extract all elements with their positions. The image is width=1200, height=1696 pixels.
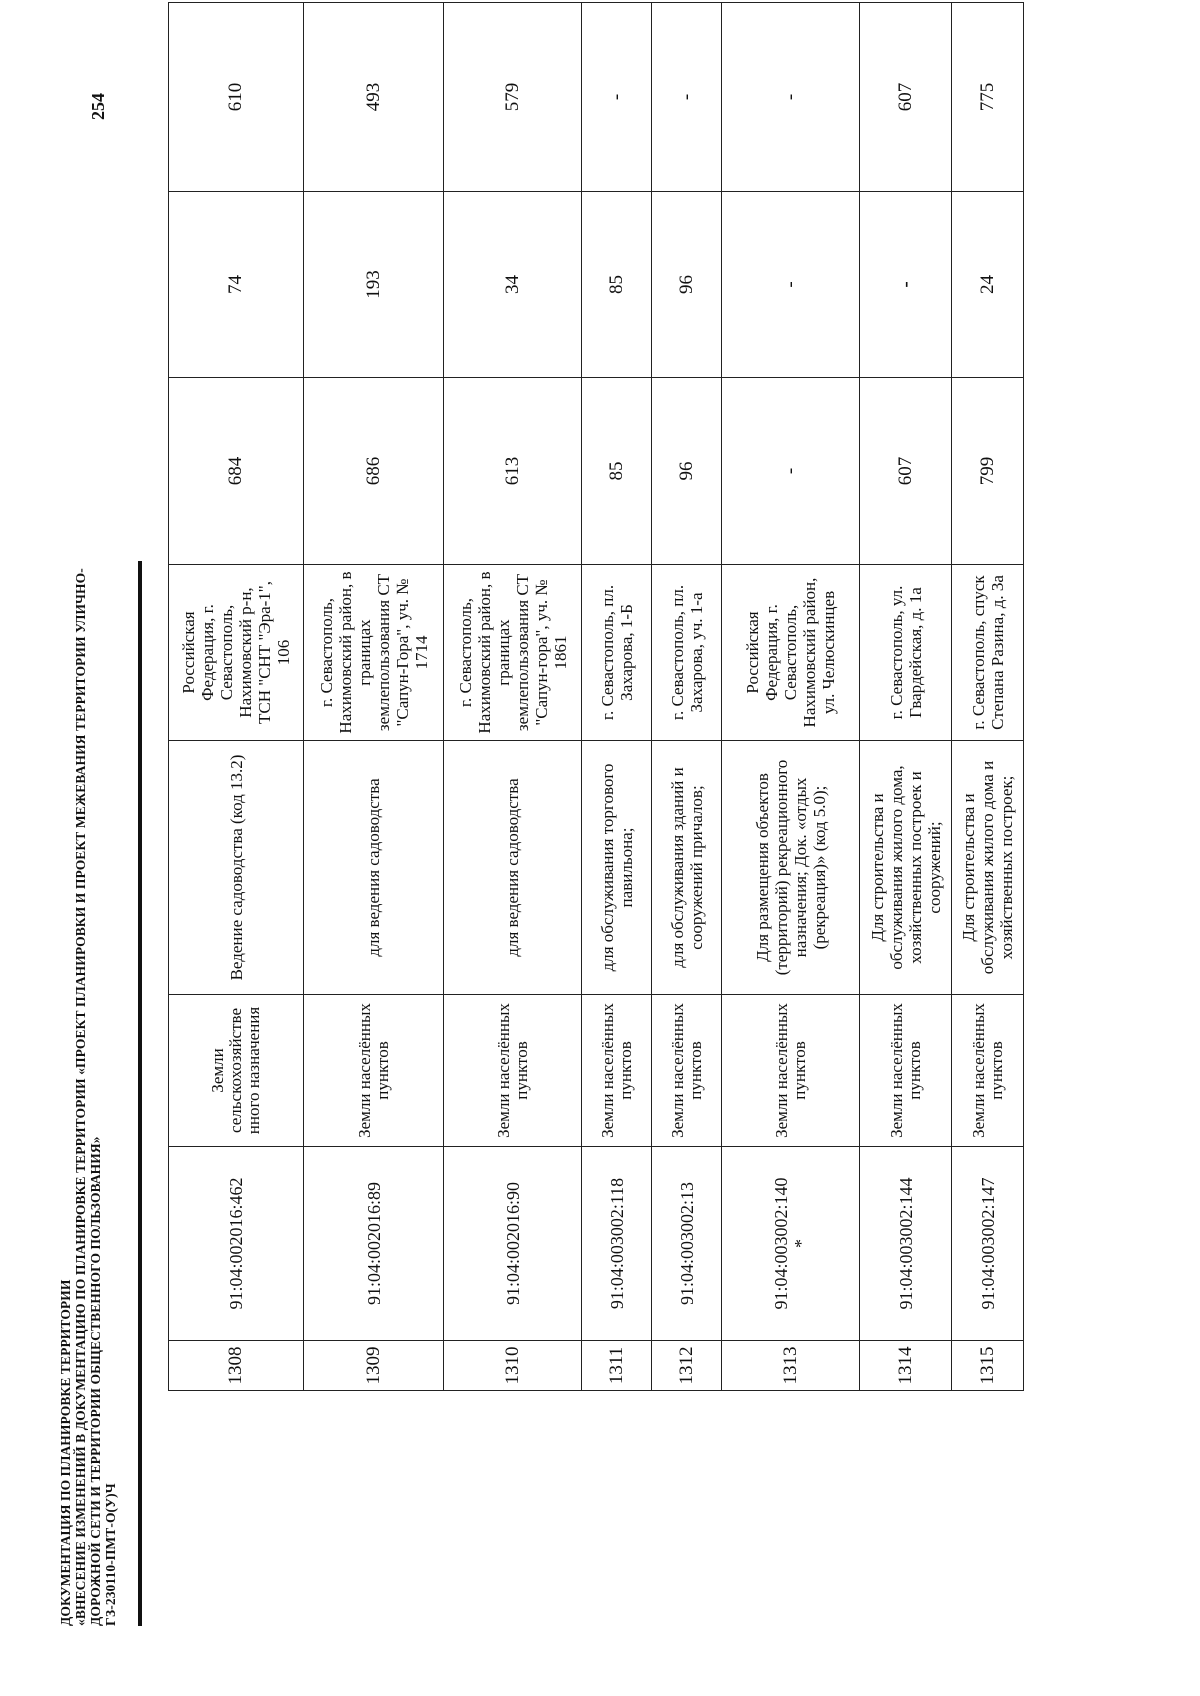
row-number: 1309 (304, 1341, 444, 1391)
address: Российская Федерация, г. Севастополь, Нахимовский район, ул. Челюскинцев (722, 565, 860, 741)
area-value-2: - (722, 192, 860, 378)
address: г. Севастополь, спуск Степана Разина, д. 3а (952, 565, 1024, 741)
area-value-2: 74 (169, 192, 304, 378)
permitted-use: Для строительства и обслуживания жилого дома и хозяйственных построек; (952, 741, 1024, 995)
area-value-1: 607 (860, 378, 952, 565)
cadastral-number-mark: * (790, 1239, 811, 1248)
row-number: 1310 (444, 1341, 582, 1391)
area-value-3: - (722, 3, 860, 192)
area-value-2: 193 (304, 192, 444, 378)
table-row (952, 3, 1024, 1391)
cadastral-number-text: 91:04:003002:140 (770, 1177, 791, 1310)
row-number: 1314 (860, 1341, 952, 1391)
cadastral-number: 91:04:002016:462 (169, 1147, 304, 1341)
area-value-3: - (652, 3, 722, 192)
area-value-3: 579 (444, 3, 582, 192)
land-category: Земли населённых пунктов (860, 995, 952, 1147)
permitted-use: для обслуживания торгового павильона; (582, 741, 652, 995)
permitted-use: для ведения садоводства (444, 741, 582, 995)
header-line-4: ГЗ-230110-ПМТ-О(У)Ч (103, 1483, 118, 1626)
header-line-2: «ВНЕСЕНИЕ ИЗМЕНЕНИЙ В ДОКУМЕНТАЦИЮ ПО ПЛАНИРОВКЕ ТЕРРИТОРИИ «ПРОЕКТ ПЛАНИРОВКИ И ПРОЕКТ МЕЖЕВАНИЯ ТЕРРИТОРИИ УЛИЧНО- (73, 568, 88, 1626)
area-value-1: 85 (582, 378, 652, 565)
permitted-use: Для строительства и обслуживания жилого дома, хозяйственных построек и сооружений; (860, 741, 952, 995)
area-value-2: 96 (652, 192, 722, 378)
row-number: 1313 (722, 1341, 860, 1391)
address: Российская Федерация, г. Севастополь, Нахимовский р-н, ТСН "СНТ "Эра-1", 106 (169, 565, 304, 741)
row-number: 1311 (582, 1341, 652, 1391)
land-category: Земли населённых пунктов (652, 995, 722, 1147)
header-line-3: ДОРОЖНОЙ СЕТИ И ТЕРРИТОРИИ ОБЩЕСТВЕННОГО ПОЛЬЗОВАНИЯ» (88, 1136, 103, 1626)
permitted-use: для обслуживания зданий и сооружений причалов; (652, 741, 722, 995)
cadastral-number: 91:04:002016:90 (444, 1147, 582, 1341)
area-value-1: 684 (169, 378, 304, 565)
area-value-3: 493 (304, 3, 444, 192)
land-category: Земли населённых пунктов (444, 995, 582, 1147)
area-value-1: 799 (952, 378, 1024, 565)
area-value-1: 96 (652, 378, 722, 565)
area-value-2: - (860, 192, 952, 378)
cadastral-number: 91:04:002016:89 (304, 1147, 444, 1341)
land-category: Земли населённых пунктов (582, 995, 652, 1147)
cadastral-number: 91:04:003002:147 (952, 1147, 1024, 1341)
area-value-2: 85 (582, 192, 652, 378)
header-line-1: ДОКУМЕНТАЦИЯ ПО ПЛАНИРОВКЕ ТЕРРИТОРИИ (58, 1279, 73, 1626)
address: г. Севастополь, пл. Захарова, 1-Б (582, 565, 652, 741)
area-value-3: - (582, 3, 652, 192)
table-row (304, 3, 444, 1391)
area-value-1: 613 (444, 378, 582, 565)
address: г. Севастополь, пл. Захарова, уч. 1-а (652, 565, 722, 741)
land-plots-table (168, 2, 1024, 1391)
permitted-use: для ведения садоводства (304, 741, 444, 995)
table-row (652, 3, 722, 1391)
address: г. Севастополь, Нахимовский район, в границах землепользования СТ "Сапун-Гора", уч. № 1714 (304, 565, 444, 741)
header-rule (138, 561, 142, 1626)
address: г. Севастополь, ул. Гвардейская, д. 1а (860, 565, 952, 741)
permitted-use: Ведение садоводства (код 13.2) (169, 741, 304, 995)
land-category: Земли населённых пунктов (952, 995, 1024, 1147)
row-number: 1308 (169, 1341, 304, 1391)
table-row (169, 3, 304, 1391)
area-value-1: - (722, 378, 860, 565)
table-row (582, 3, 652, 1391)
table-row (860, 3, 952, 1391)
area-value-3: 607 (860, 3, 952, 192)
area-value-2: 24 (952, 192, 1024, 378)
table-row (444, 3, 582, 1391)
cadastral-number (722, 1147, 860, 1341)
permitted-use: Для размещения объектов (территорий) рекреационного назначения; Док. «отдых (рекреация)» (код 5.0); (722, 741, 860, 995)
land-category: Земли сельскохозяйстве нного назначения (169, 995, 304, 1147)
table-row (722, 3, 860, 1391)
land-category: Земли населённых пунктов (304, 995, 444, 1147)
area-value-1: 686 (304, 378, 444, 565)
document-header (58, 426, 118, 1626)
row-number: 1312 (652, 1341, 722, 1391)
row-number: 1315 (952, 1341, 1024, 1391)
land-category: Земли населённых пунктов (722, 995, 860, 1147)
area-value-3: 775 (952, 3, 1024, 192)
area-value-3: 610 (169, 3, 304, 192)
cadastral-number: 91:04:003002:13 (652, 1147, 722, 1341)
address: г. Севастополь, Нахимовский район, в границах землепользования СТ "Сапун-гора", уч. № 1861 (444, 565, 582, 741)
area-value-2: 34 (444, 192, 582, 378)
cadastral-number: 91:04:003002:118 (582, 1147, 652, 1341)
page-number: 254 (88, 93, 108, 120)
cadastral-number: 91:04:003002:144 (860, 1147, 952, 1341)
